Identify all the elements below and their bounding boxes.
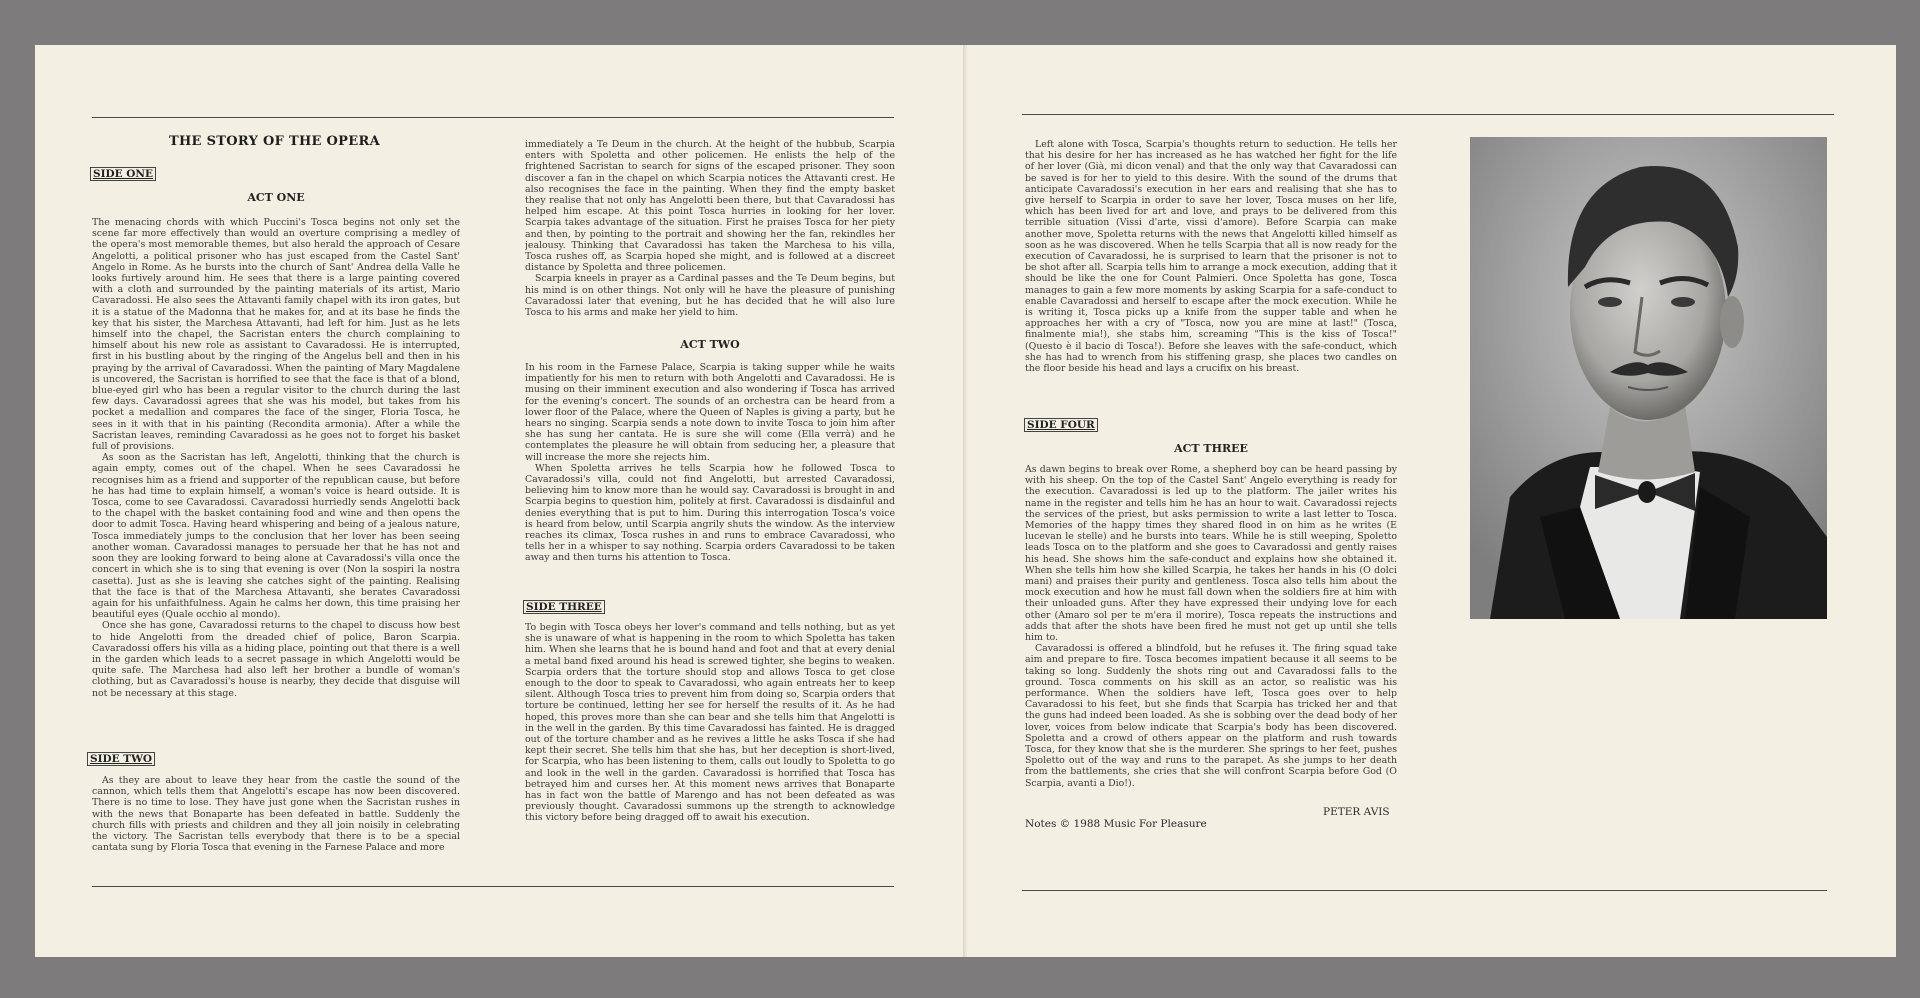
bottom-rule-right: [1022, 890, 1827, 891]
bottom-rule-left: [92, 886, 894, 887]
side-one-text: [92, 217, 460, 719]
paragraph: In his room in the Farnese Palace, Scarpia is taking supper while he waits impatiently for his men to return with both Angelotti and Cavaradossi. He is musing on their imminent execution and also wondering if Tosca has arrived for the evening's concert. The sounds of an orchestra can be heard from a lower floor of the Palace, where the Queen of Naples is giving a party, but he hears no singing. Scarpia sends a note down to invite Tosca to join him after she has sung her cantata. He is sure she will come (Ella verrà) and he contemplates the pleasure he will obtain from seducing her, a pleasure that will increase the more she rejects him.: [525, 362, 895, 463]
portrait-photo: [1470, 137, 1827, 619]
paragraph: Scarpia kneels in prayer as a Cardinal passes and the Te Deum begins, but his mind is on other things. Not only will he have the pleasure of punishing Cavaradossi later that evening, but he has decided that he will also lure Tosca to his arms and make her yield to him.: [525, 273, 895, 319]
portrait-illustration: [1470, 137, 1827, 619]
paragraph: When Spoletta arrives he tells Scarpia how he followed Tosca to Cavaradossi's villa, could not find Angelotti, but arrested Cavaradossi, believing him to know more than he would say. Cavaradossi is brought in and Scarpia begins to question him, politely at first. Cavaradossi is disdainful and denies everything that is put to him. During this interrogation Tosca's voice is heard from below, until Scarpia angrily shuts the window. As the interview reaches its climax, Tosca rushes in and runs to embrace Cavaradossi, who tells her in a whisper to say nothing. Scarpia orders Cavaradossi to be taken away and then turns his attention to Tosca.: [525, 462, 895, 564]
paragraph: Cavaradossi is offered a blindfold, but he refuses it. The firing squad take aim and prepare to fire. Tosca becomes impatient because it all seems to be taking so long. Suddenly the shots ring out and Cavaradossi falls to the ground. Tosca comments on his skill as an actor, so realistic was his performance. When the soldiers have left, Tosca goes over to help Cavaradossi to his feet, but she finds that Scarpia has tricked her and that the guns had indeed been loaded. As she is sobbing over the dead body of her lover, voices from below indicate that Scarpia's body has been discovered. Spoletta and a crowd of others appear on the platform and rush towards Tosca, for they know that she is the murderer. She springs to her feet, pushes Spoletto out of the way and runs to the parapet. As she jumps to her death from the battlements, she cries that she will confront Scarpia before God (O Scarpia, avanti a Dio!).: [1025, 643, 1397, 789]
paragraph: Left alone with Tosca, Scarpia's thoughts return to seduction. He tells her that his desire for her has increased as he has watched her fight for the life of her lover (Già, mi dicon venal) and that the only way that Cavaradossi can be saved is for her to yield to this desire. With the sound of the drums that anticipate Cavaradossi's execution in her ears and realising that she has to give herself to Scarpia in order to save her lover, Tosca muses on her life, which has been lived for art and love, and prays to be delivered from this terrible situation (Vissi d'arte, vissi d'amore). Before Scarpia can make another move, Spoletta returns with the news that Angelotti killed himself as soon as he was discovered. When he tells Scarpia that all is now ready for the execution of Cavaradossi, he is surprised to learn that the prisoner is not to be shot after all. Scarpia tells him to arrange a mock execution, adding that it should be like the one for Count Palmieri. Once Spoletta has gone, Tosca manages to gain a few more moments by asking Scarpia for a safe-conduct to enable Cavaradossi and herself to escape after the mock execution. While he is writing it, Tosca picks up a knife from the supper table and when he approaches her with a cry of "Tosca, now you are mine at last!" (Tosca, finalmente mia!), she stabs him, screaming "This is the kiss of Tosca!" (Questo è il bacio di Tosca!). Before she leaves with the safe-conduct, which she has had to wrench from his stiffening grasp, she places two candles on the floor beside his head and lays a crucifix on his breast.: [1025, 139, 1397, 375]
side-one-label: SIDE ONE: [90, 167, 156, 181]
paragraph: immediately a Te Deum in the church. At the height of the hubbub, Scarpia enters with Spoletta and other policemen. He enlists the help of the frightened Sacristan to search for signs of the escaped prisoner. They soon discover a fan in the chapel on which Scarpia notices the Attavanti crest. He also recognises the face in the painting. When they find the empty basket they realise that not only has Angelotti been there, but that Cavaradossi has helped him escape. At this point Tosca hurries in looking for her lover. Scarpia takes advantage of the situation. First he praises Tosca for her piety and then, by pointing to the portrait and showing her the fan, rekindles her jealousy. Thinking that Cavaradossi has taken the Marchesa to his villa, Tosca rushes off, as Scarpia hoped she might, and is followed at a discreet distance by Spoletta and three policemen.: [525, 139, 895, 274]
copyright-notes: Notes © 1988 Music For Pleasure: [1025, 818, 1207, 830]
top-rule-left: [92, 117, 894, 118]
act-one-heading: ACT ONE: [247, 191, 305, 204]
side-three-label: SIDE THREE: [523, 600, 605, 614]
side-two-label: SIDE TWO: [87, 752, 155, 766]
act-three-heading: ACT THREE: [1174, 442, 1248, 455]
column-two-text: [525, 139, 895, 329]
act-two-text: [525, 362, 895, 575]
act-two-heading: ACT TWO: [680, 338, 740, 351]
paragraph: The menacing chords with which Puccini's Tosca begins not only set the scene far more effectively than would an overture comprising a medley of the opera's most memorable themes, but also herald the approach of Cesare Angelotti, a political prisoner who has just escaped from the Castel Sant' Angelo in Rome. As he bursts into the church of Sant' Andrea della Valle he looks furtively around him. He sees that there is a large painting covered with a cloth and surrounded by the painting materials of its artist, Mario Cavaradossi. He also sees the Attavanti family chapel with its iron gates, but it is a statue of the Madonna that he makes for, and at its base he finds the key that his sister, the Marchesa Attavanti, had left for him. Just as he lets himself into the chapel, the Sacristan enters the church complaining to himself about his new role as assistant to Cavaradossi. He is interrupted, first in his bustling about by the ringing of the Angelus bell and then in his praying by the arrival of Cavaradossi. When the painting of Mary Magdalene is uncovered, the Sacristan is horrified to see that the face is that of a blond, blue-eyed girl who has been a regular visitor to the church during the last few days. Cavaradossi agrees that she was his model, but takes from his pocket a medallion and compares the face of the singer, Floria Tosca, he sees in it with that in his painting (Recondita armonia). After a while the Sacristan leaves, reminding Cavaradossi as he goes not to forget his basket full of provisions.: [92, 217, 460, 453]
paragraph: To begin with Tosca obeys her lover's command and tells nothing, but as yet she is unaware of what is happening in the room to which Spoletta has taken him. When she learns that he is bound hand and foot and that at every denial a metal band fixed around his head is screwed tighter, she begins to weaken. Scarpia orders that the torture should stop and allows Tosca to get close enough to the door to speak to Cavaradossi, who again entreats her to keep silent. Although Tosca tries to prevent him from doing so, Scarpia orders that torture be continued, letting her see for herself the results of it. As he had hoped, this proves more than she can bear and she tells him that Angelotti is in the well in the garden. By this time Cavaradossi has fainted. He is dragged out of the torture chamber and as he revives a little he asks Tosca if she had kept their secret. She tells him that she has, but her deception is short-lived, for Scarpia, who has been listening to them, calls out loudly to Spoletta to go and look in the well in the garden. Cavaradossi is horrified that Tosca has betrayed him and curses her. At this moment news arrives that Bonaparte has in fact won the battle of Marengo and has not been defeated as was previously thought. Cavaradossi summons up the strength to acknowledge this victory before being dragged off to await his execution.: [525, 622, 895, 824]
side-two-text: [92, 775, 460, 857]
side-four-label: SIDE FOUR: [1024, 418, 1098, 432]
page-title: THE STORY OF THE OPERA: [169, 134, 380, 149]
top-rule-right: [1022, 114, 1834, 115]
side-three-text: [525, 622, 895, 848]
paragraph: Once she has gone, Cavaradossi returns to the chapel to discuss how best to hide Angelotti from the dreaded chief of police, Baron Scarpia. Cavaradossi offers his villa as a hiding place, pointing out that there is a well in the garden which leads to a secret passage in which Angelotti would be quite safe. The Marchesa had also left her brother a bundle of woman's clothing, but as Cavaradossi's house is nearby, they decide that disguise will not be necessary at this stage.: [92, 620, 460, 699]
paragraph: As soon as the Sacristan has left, Angelotti, thinking that the church is again empty, comes out of the chapel. When he sees Cavaradossi he recognises him as a friend and supporter of the republican cause, but before he has had time to explain himself, a woman's voice is heard outside. It is Tosca, come to see Cavaradossi. Cavaradossi hurriedly sends Angelotti back to the chapel with the basket containing food and wine and then opens the door to admit Tosca. Having heard whispering and being of a jealous nature, Tosca immediately jumps to the conclusion that her lover has been seeing another woman. Cavaradossi manages to persuade her that he has not and soon they are looking forward to being alone at Cavaradossi's villa once the concert in which she is to sing that evening is over (Non la sospiri la nostra casetta). Just as she is leaving she catches sight of the painting. Realising that the face is that of the Marchesa Attavanti, she berates Cavaradossi again for his unfaithfulness. Again he calms her down, this time praising her beautiful eyes (Quale occhio al mondo).: [92, 452, 460, 621]
paragraph: As dawn begins to break over Rome, a shepherd boy can be heard passing by with his sheep. On the top of the Castel Sant' Angelo everything is ready for the execution. Cavaradossi is led up to the platform. The jailer writes his name in the register and tells him he has an hour to wait. Cavaradossi rejects the services of the priest, but asks permission to write a last letter to Tosca. Memories of the happy times they shared flood in on him as he writes (E lucevan le stelle) and he bursts into tears. While he is still weeping, Spoletto leads Tosca on to the platform and she goes to Cavaradossi and gently raises his head. She shows him the safe-conduct and explains how she obtained it. When she tells him how she killed Scarpia, he takes her hands in his (O dolci mani) and praises their purity and gentleness. Tosca also tells him about the mock execution and how he must fall down when the soldiers fire at him with their unloaded guns. After they have expressed their undying love for each other (Amaro sol per te m'era il morire), Tosca repeats the instructions and adds that after the shots have been fired he must not get up until she tells him to.: [1025, 464, 1397, 644]
side-four-text: [1025, 464, 1397, 804]
author-signature: PETER AVIS: [1323, 806, 1390, 818]
paragraph: As they are about to leave they hear from the castle the sound of the cannon, which tells them that Angelotti's escape has now been discovered. There is no time to lose. They have just gone when the Sacristan rushes in with the news that Bonaparte has been defeated in battle. Suddenly the church fills with priests and children and they all join noisily in celebrating the victory. The Sacristan tells everybody that there is to be a special cantata sung by Floria Tosca that evening in the Farnese Palace and more: [92, 775, 460, 854]
column-three-text: [1025, 139, 1397, 391]
